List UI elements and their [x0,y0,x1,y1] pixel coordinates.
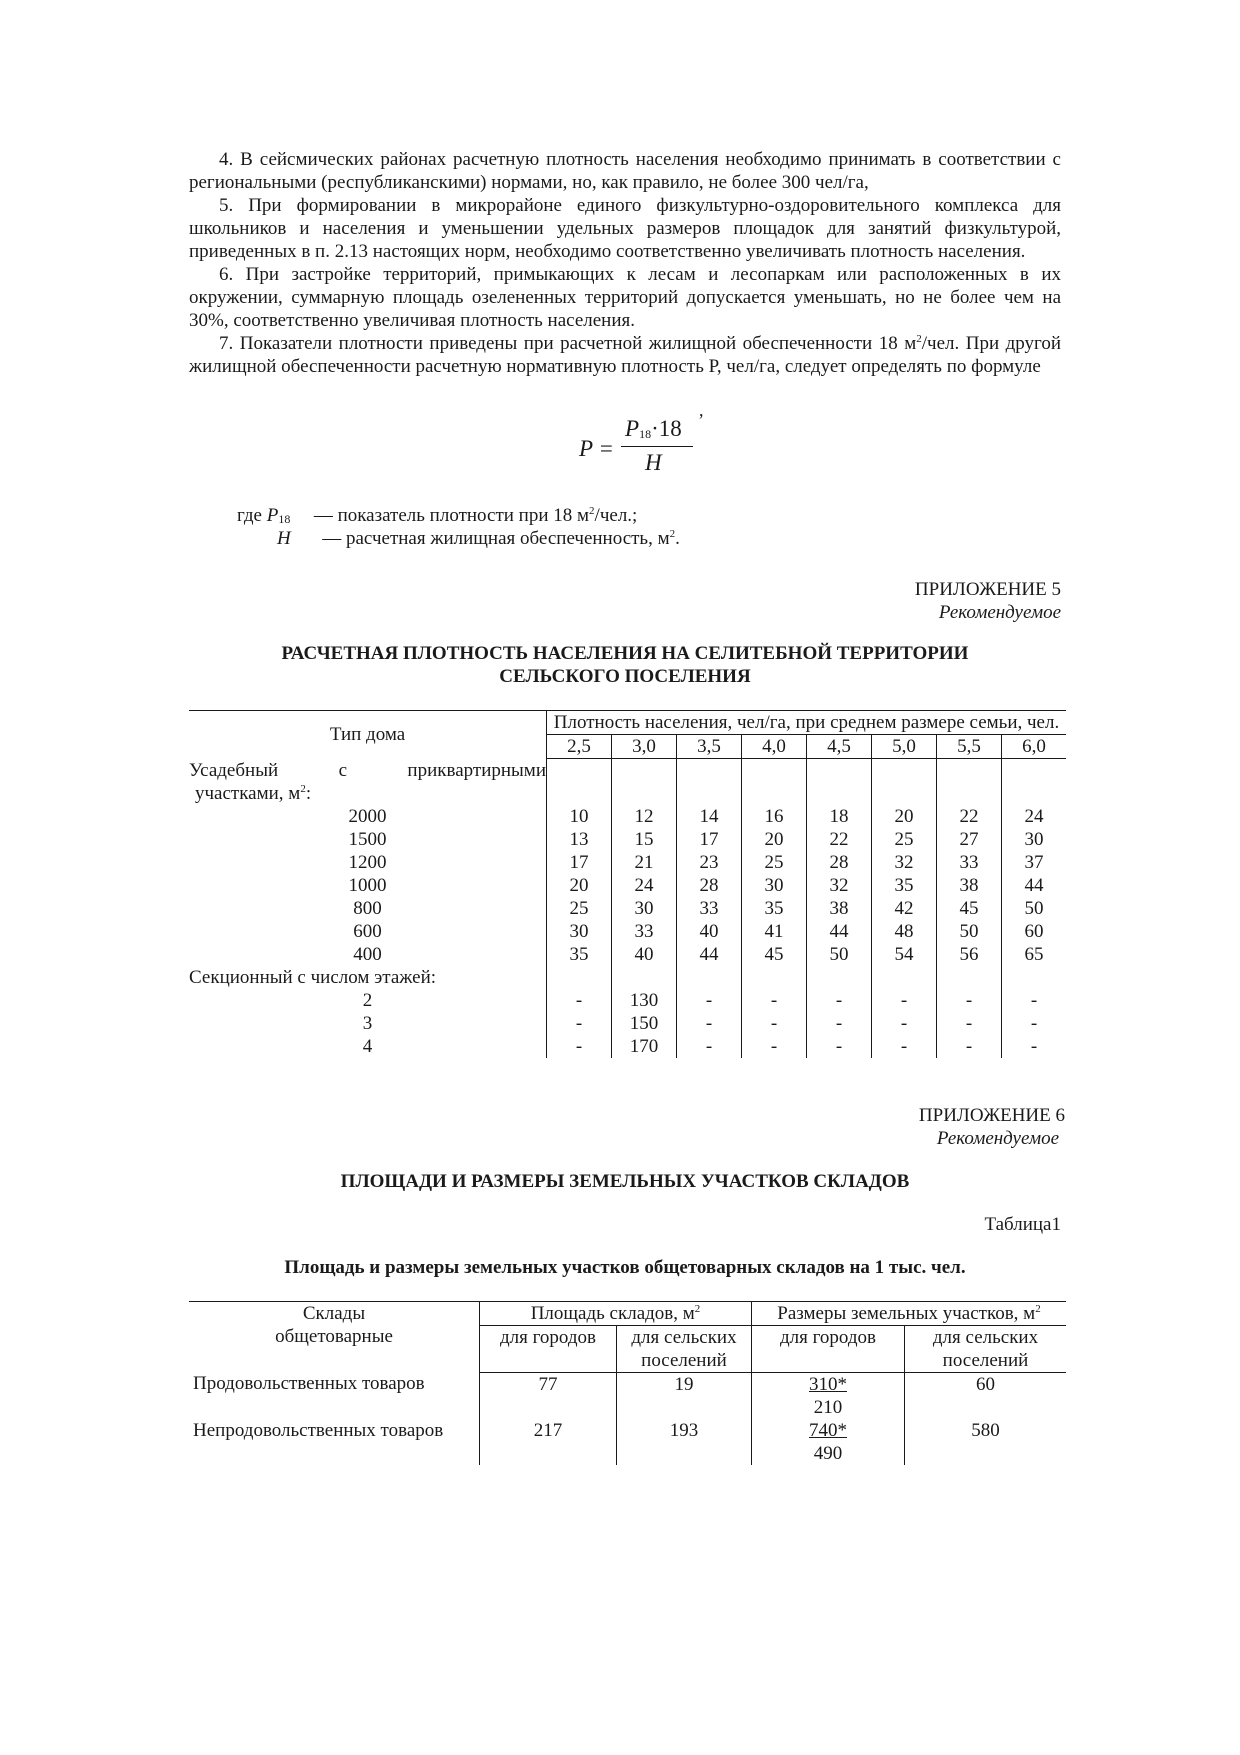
density-value: 24 [1002,805,1067,828]
formula-numerator [625,416,682,442]
note-7 [189,332,1061,378]
size-city-main: 310* [809,1373,847,1395]
legend-desc-p18-sup: 2 [589,505,595,517]
density-value: 14 [677,805,742,828]
note-7-sup: 2 [916,333,922,345]
density-value: 33 [677,897,742,920]
table-row [189,805,1066,828]
size-rural: 580 [905,1419,1067,1465]
density-value: 30 [612,897,677,920]
appendix-5-label: ПРИЛОЖЕНИЕ 5 [914,579,1061,600]
group-1-line-2-colon: : [305,782,312,804]
warehouse-name: Продовольственных товаров [193,1373,425,1394]
density-value: 22 [807,828,872,851]
density-value: 18 [807,805,872,828]
legend-desc-p18-a: — показатель плотности при 18 м [313,505,590,526]
legend-desc-p18-b: /чел.; [594,505,638,526]
table-row [189,897,1066,920]
density-value: 44 [807,920,872,943]
table-row [189,1012,1066,1035]
group-1-heading-label [189,759,547,782]
density-value: 21 [612,851,677,874]
warehouse-table [189,1301,1066,1465]
group-1-heading-empty-cell [872,759,937,782]
density-table [189,710,1066,1058]
header-warehouses [189,1301,480,1372]
density-value: 44 [1002,874,1067,897]
density-value: 50 [807,943,872,966]
density-value: 56 [937,943,1002,966]
legend-desc-h [322,528,680,549]
density-value: - [677,1012,742,1035]
note-6: 6. При застройке территорий, примыкающих к лесам и лесопаркам или расположенных в их окружении, суммарную площадь озелененных территорий допускается уменьшать, но не более чем на 30%, соответственно увеличивая плотность населения. [189,264,1061,331]
group-2-heading-label [189,966,547,989]
family-size-4: 4,0 [742,735,807,759]
density-table-header [189,711,1066,735]
density-value: 23 [677,851,742,874]
size-rural: 60 [905,1372,1067,1419]
density-value: 33 [937,851,1002,874]
note-4: 4. В сейсмических районах расчетную плотность населения необходимо принимать в соответствии с региональными (республиканскими) нормами, но, как правило, не более 300 чел/га, [189,149,1061,193]
table-row [189,920,1066,943]
formula-num-rest: ·18 [651,416,682,441]
table-row [189,874,1066,897]
size-city-alt: 210 [813,1396,843,1418]
density-value: 12 [612,805,677,828]
sub-size-rural: для сельских поселений [905,1325,1067,1372]
family-size-8: 6,0 [1002,735,1067,759]
appendix-5-title [189,642,1061,688]
appendix-6-status: Рекомендуемое [936,1127,1059,1149]
header-area-text: Площадь складов, м [530,1302,695,1324]
plot-area-label: 600 [353,920,382,942]
area-city: 77 [480,1372,617,1419]
density-value: 38 [937,874,1002,897]
table-row [189,989,1066,1012]
group-1-heading-empty-cell [547,759,612,782]
density-value: - [547,1035,612,1058]
group-1-line-1: Усадебный с приквартирными [189,759,546,781]
density-value: - [872,989,937,1012]
density-value: 65 [1002,943,1067,966]
density-value: 37 [1002,851,1067,874]
density-value: 28 [807,851,872,874]
table-row [189,828,1066,851]
size-city [752,1372,905,1419]
family-size-3: 3,5 [677,735,742,759]
density-value: - [807,1012,872,1035]
formula-num-subscript: 18 [639,427,652,441]
density-value: - [1002,989,1067,1012]
legend-desc-p18 [314,505,638,526]
density-value: 13 [547,828,612,851]
legend-desc-h-sup: 2 [669,528,676,540]
group-1-heading-2-empty-cell [872,782,937,805]
legend-row-h [277,527,680,550]
appendix-6-header [189,1104,1065,1150]
group-1-heading-2-empty-cell [807,782,872,805]
group-1-heading-2-label [189,782,547,805]
legend-sym-p-sub: 18 [278,512,291,526]
group-2-text: Секционный с числом этажей: [189,966,437,988]
group-2-heading-empty-cell [612,966,677,989]
group-1-heading-empty-cell [807,759,872,782]
group-2-heading-empty-cell [677,966,742,989]
appendix-5-header [189,578,1061,624]
density-value: 24 [612,874,677,897]
density-value: 20 [547,874,612,897]
group-1-heading-2-empty-cell [677,782,742,805]
density-value: 170 [612,1035,677,1058]
density-value: 15 [612,828,677,851]
group-1-line-2-text: участками, м [195,782,301,804]
table-row [189,851,1066,874]
group-1-heading-empty-cell [742,759,807,782]
density-value: - [872,1035,937,1058]
density-value: - [937,989,1002,1012]
family-size-5: 4,5 [807,735,872,759]
density-value: - [937,1035,1002,1058]
density-value: 22 [937,805,1002,828]
appendix-6-label: ПРИЛОЖЕНИЕ 6 [918,1104,1065,1126]
density-value: - [742,1035,807,1058]
plot-area-label: 1200 [348,851,387,873]
sub-area-city: для городов [480,1325,617,1372]
density-value: 44 [677,943,742,966]
sub-size-city: для городов [752,1325,905,1372]
group-2-heading-empty-cell [1002,966,1067,989]
formula-legend [189,504,1061,554]
group-2-heading-empty-cell [742,966,807,989]
group-1-heading-2-empty-cell [547,782,612,805]
header-area [480,1301,752,1325]
density-value: 30 [547,920,612,943]
density-value: 50 [1002,897,1067,920]
density-value: 35 [742,897,807,920]
family-size-1: 2,5 [547,735,612,759]
group-1-heading-2-empty-cell [612,782,677,805]
group-1-line-2 [189,782,546,805]
sub-area-rural: для сельских поселений [617,1325,752,1372]
note-7-text-a: 7. Показатели плотности приведены при расчетной жилищной обеспеченности 18 м [219,333,917,354]
formula-trailing-comma: , [699,400,704,420]
density-value: 35 [547,943,612,966]
density-value: 17 [677,828,742,851]
header-plot-size [752,1301,1067,1325]
group-2-heading-empty-cell [872,966,937,989]
table-row [189,1372,1066,1419]
legend-desc-h-a: — расчетная жилищная обеспеченность, м [322,528,670,549]
group-1-heading-2-empty-cell [742,782,807,805]
table-2-title: Площадь и размеры земельных участков общетоварных складов на 1 тыс. чел. [284,1256,966,1278]
density-value: 40 [612,943,677,966]
density-value: 35 [872,874,937,897]
density-value: - [807,1035,872,1058]
plot-area-label: 1500 [348,828,387,850]
group-1-heading-empty-cell [612,759,677,782]
group-1-heading-empty-cell [677,759,742,782]
family-size-7: 5,5 [937,735,1002,759]
area-city: 217 [480,1419,617,1465]
header-plot-size-sup: 2 [1035,1302,1041,1315]
table-row [189,943,1066,966]
density-value: 20 [872,805,937,828]
density-value: 25 [872,828,937,851]
density-value: - [872,1012,937,1035]
density-value: 41 [742,920,807,943]
plot-area-label: 2000 [348,805,387,827]
size-city-alt: 490 [813,1442,843,1464]
appendix-5-status: Рекомендуемое [938,602,1061,623]
density-value: 150 [612,1012,677,1035]
formula-num-symbol: P [625,416,640,441]
density-value: 45 [937,897,1002,920]
density-value: - [742,989,807,1012]
legend-sym-h: H [277,528,291,549]
density-value: - [547,1012,612,1035]
density-value: - [1002,1035,1067,1058]
formula-lhs: P = [579,436,614,461]
table-row [189,1035,1066,1058]
legend-desc-h-b: . [675,528,680,549]
density-value: 16 [742,805,807,828]
header-house-type: Тип дома [329,724,406,746]
header-density: Плотность населения, чел/га, при среднем размере семьи, чел. [547,711,1067,735]
density-value: 130 [612,989,677,1012]
density-value: 17 [547,851,612,874]
area-rural: 19 [617,1372,752,1419]
density-value: 42 [872,897,937,920]
area-rural: 193 [617,1419,752,1465]
family-size-2: 3,0 [612,735,677,759]
legend-sym-p: P [266,505,279,526]
note-5: 5. При формировании в микрорайоне единого физкультурно-оздоровительного комплекса для школьников и населения и уменьшении удельных размеров площадок для занятий физкультурой, приведенных в п. 2.13 настоящих норм, необходимо соответственно увеличивать плотность населения. [189,195,1061,262]
group-1-heading-2-empty-cell [1002,782,1067,805]
header-plot-size-text: Размеры земельных участков, м [777,1302,1036,1324]
density-value: - [1002,1012,1067,1035]
note-7-text-b: /чел. При другой жилищной обеспеченности расчетную нормативную плотность Р, чел/га, следует определять по формуле [189,333,1062,377]
size-city [752,1419,905,1465]
family-size-6: 5,0 [872,735,937,759]
warehouse-name: Непродовольственных товаров [193,1419,444,1441]
density-value: 30 [1002,828,1067,851]
document-page [189,148,1065,1465]
header-area-sup: 2 [694,1302,701,1315]
density-value: 25 [742,851,807,874]
density-value: 45 [742,943,807,966]
table-number: Таблица1 [984,1213,1061,1235]
density-value: 50 [937,920,1002,943]
group-2-heading-empty-cell [807,966,872,989]
floors-label: 3 [362,1012,373,1034]
appendix-5-title-line-2: СЕЛЬСКОГО ПОСЕЛЕНИЯ [499,666,751,687]
group-1-heading-2-empty-cell [937,782,1002,805]
density-value: 32 [807,874,872,897]
appendix-6-title: ПЛОЩАДИ И РАЗМЕРЫ ЗЕМЕЛЬНЫХ УЧАСТКОВ СКЛАДОВ [340,1170,910,1192]
group-2-heading-empty-cell [547,966,612,989]
floors-label: 2 [362,989,373,1011]
density-value: 10 [547,805,612,828]
group-2-heading-empty-cell [937,966,1002,989]
density-value: 54 [872,943,937,966]
density-value: 40 [677,920,742,943]
density-value: 60 [1002,920,1067,943]
appendix-5-title-line-1: РАСЧЕТНАЯ ПЛОТНОСТЬ НАСЕЛЕНИЯ НА СЕЛИТЕБНОЙ ТЕРРИТОРИИ [281,643,969,664]
plot-area-label: 400 [353,943,382,965]
header-warehouses-line-2: общетоварные [275,1325,393,1347]
plot-area-label: 1000 [348,874,387,896]
table-row [189,1419,1066,1465]
header-warehouses-line-1: Склады [302,1302,366,1324]
density-value: - [742,1012,807,1035]
group-1-heading [189,759,1066,782]
group-1-heading-empty-cell [937,759,1002,782]
group-1-heading-empty-cell [1002,759,1067,782]
density-value: 32 [872,851,937,874]
warehouse-table-header-1 [189,1301,1066,1325]
formula-denominator: H [645,450,662,475]
formula-fraction-bar [621,446,693,447]
density-value: - [677,1035,742,1058]
density-formula [189,400,1061,496]
density-value: - [677,989,742,1012]
density-value: 28 [677,874,742,897]
density-value: - [547,989,612,1012]
density-value: - [937,1012,1002,1035]
group-1-line-2-sup: 2 [300,782,306,795]
plot-area-label: 800 [353,897,382,919]
group-2-heading [189,966,1066,989]
density-value: - [807,989,872,1012]
density-value: 30 [742,874,807,897]
density-value: 27 [937,828,1002,851]
density-value: 33 [612,920,677,943]
floors-label: 4 [362,1035,373,1057]
density-value: 38 [807,897,872,920]
size-city-main: 740* [809,1419,847,1441]
group-1-heading-2 [189,782,1066,805]
density-value: 20 [742,828,807,851]
density-value: 48 [872,920,937,943]
density-value: 25 [547,897,612,920]
legend-where: где [237,505,262,526]
